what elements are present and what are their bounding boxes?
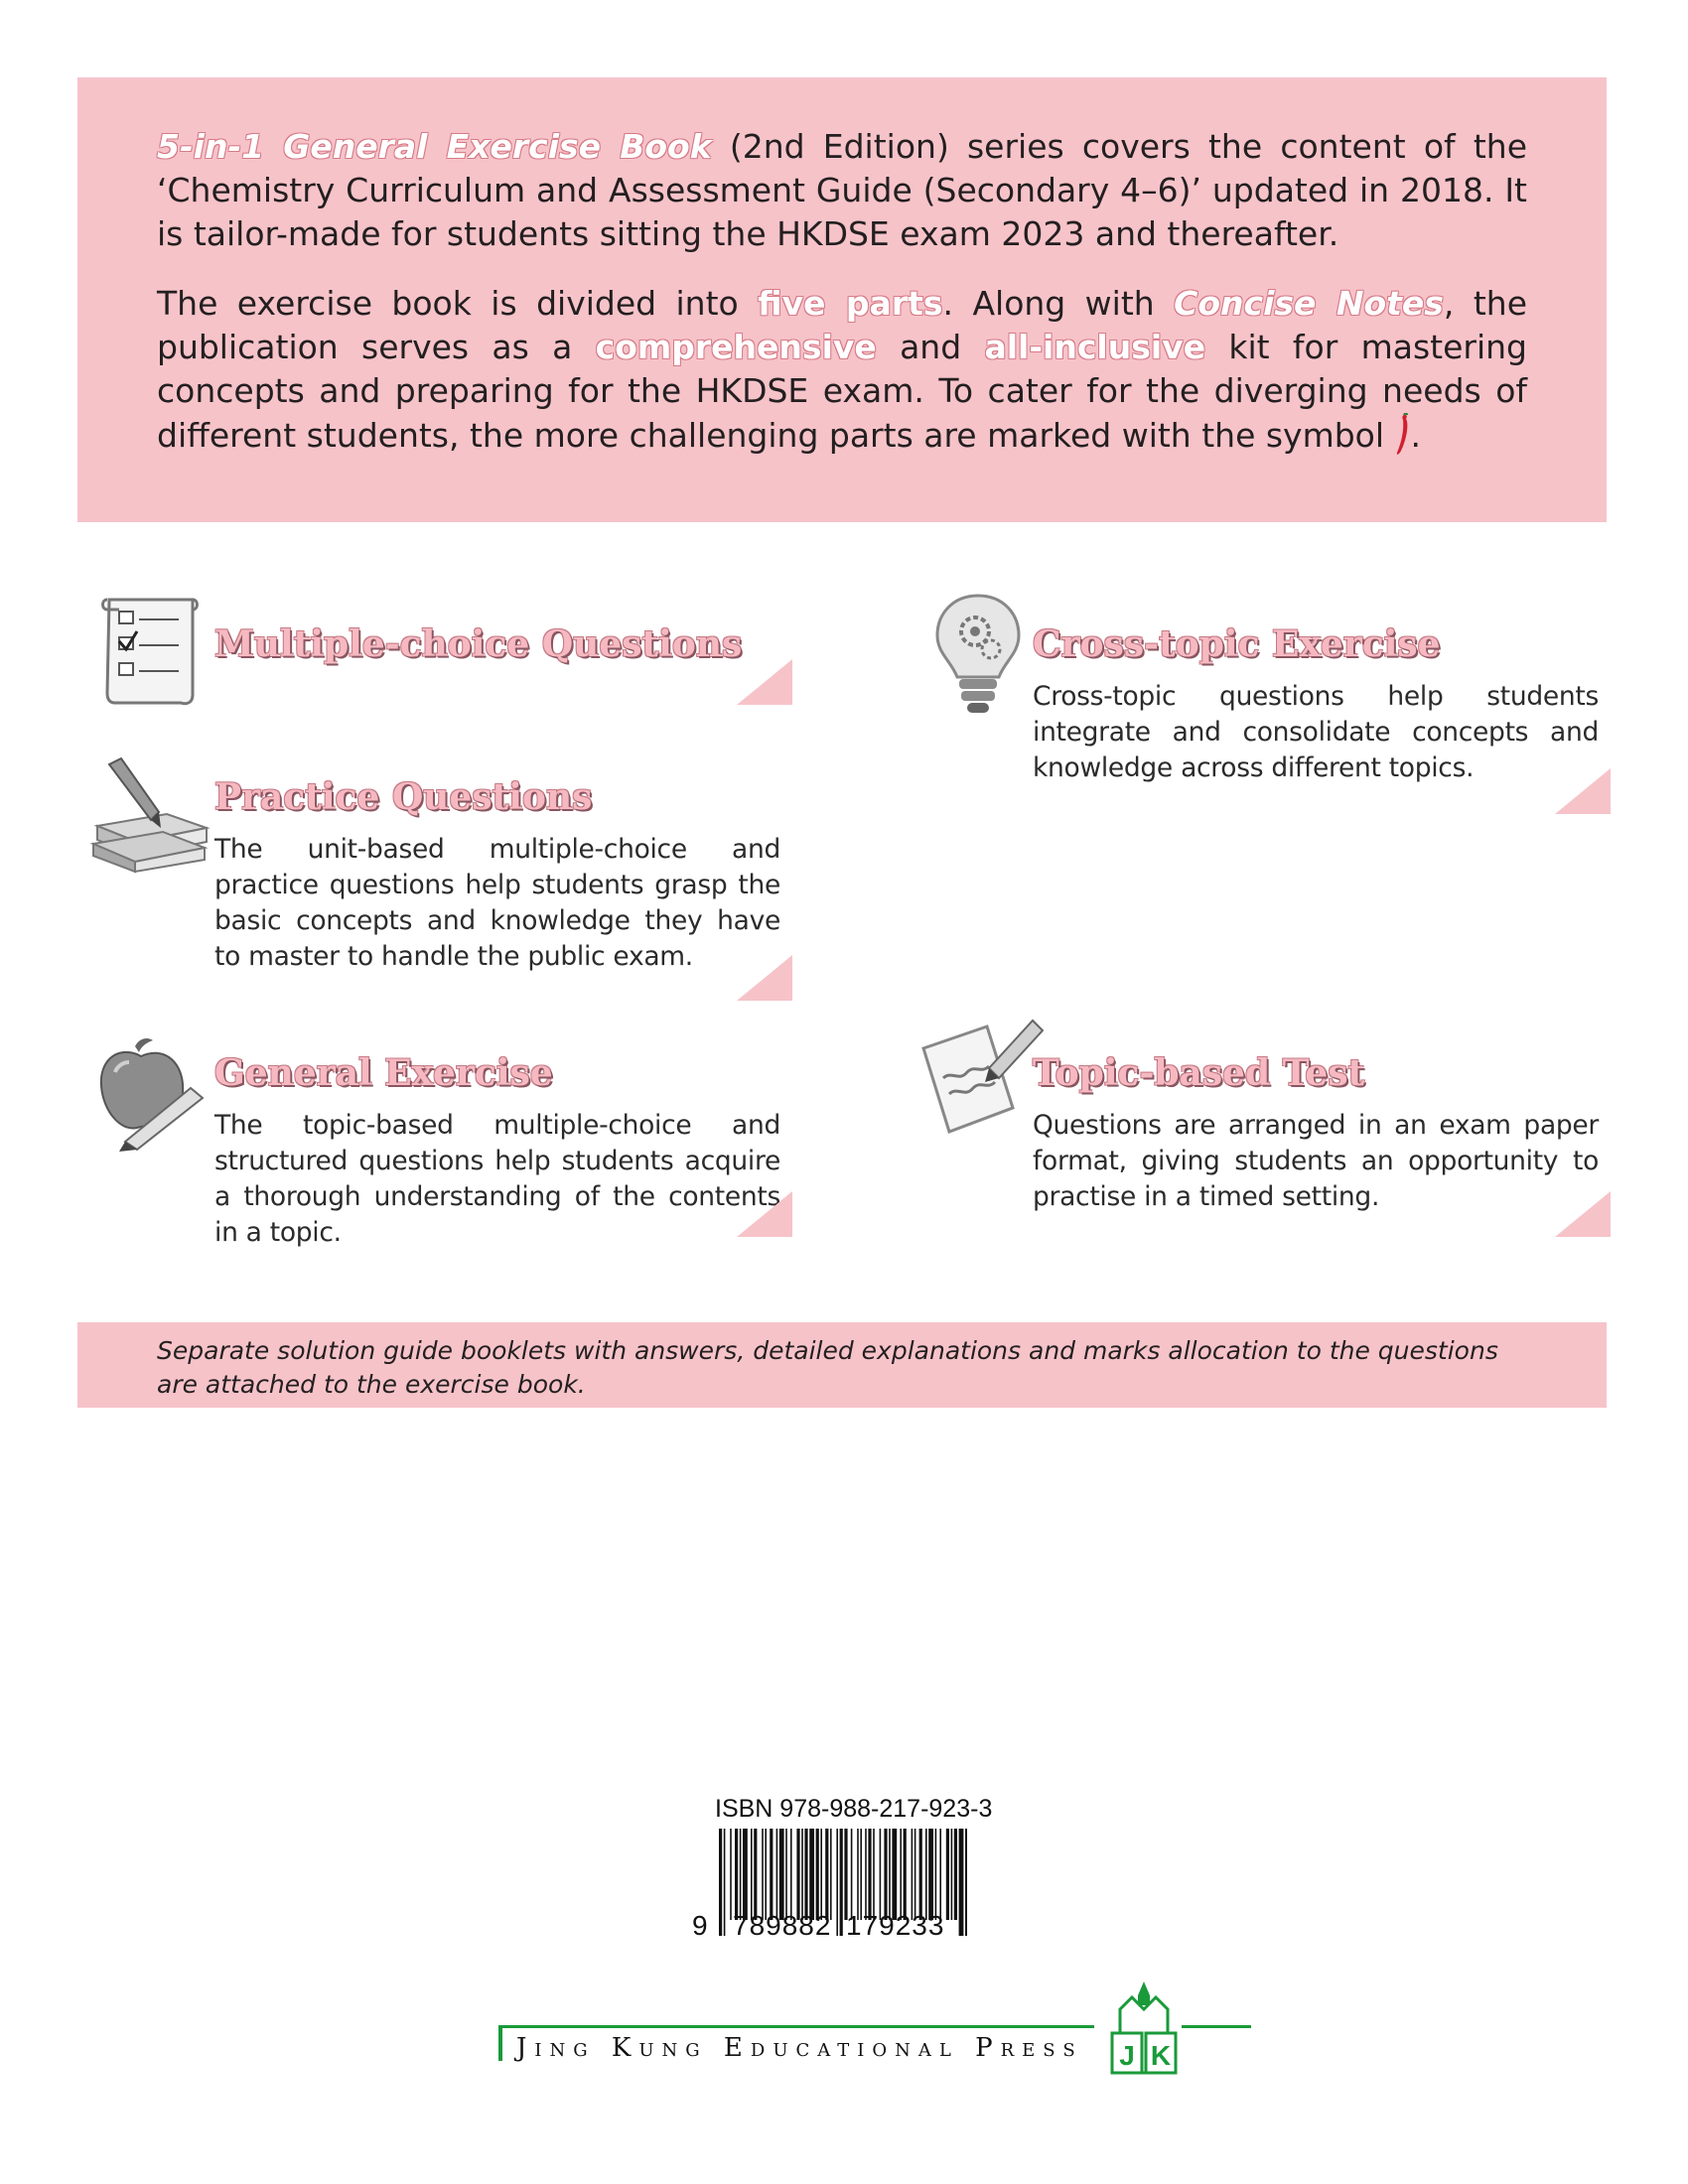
barcode-bar	[836, 1829, 838, 1936]
publisher-rule-right	[1182, 2025, 1251, 2028]
barcode-bar	[779, 1829, 784, 1920]
barcode-digits-left: 789882	[733, 1910, 832, 1941]
barcode-digits-right: 179233	[846, 1910, 945, 1941]
barcode-bar	[965, 1829, 967, 1936]
intro-p2-text-1: The exercise book is divided into	[157, 284, 759, 323]
barcode-bar	[868, 1829, 871, 1920]
feature-title: Topic-based Test	[1033, 1052, 1365, 1094]
barcode-bar	[754, 1829, 757, 1920]
barcode-bar	[946, 1829, 949, 1920]
highlight-concise-notes: Concise Notes	[1174, 284, 1444, 323]
corner-triangle	[737, 659, 792, 705]
corner-triangle	[737, 1191, 792, 1237]
intro-p2-text-5: kit for mastering concepts and preparing for the HKDSE exam. To cater for the diverging needs of different students, the more challenging parts are marked with the symbol	[157, 328, 1527, 455]
intro-p2-text-3: , the publication serves as a	[157, 284, 1527, 366]
feature-description: The topic-based multiple-choice and structured questions help students acquire a thorough understanding of the contents in a topic.	[214, 1110, 780, 1248]
feature-title: Practice Questions	[214, 776, 593, 818]
feature-cross-topic	[1033, 623, 1688, 812]
barcode-bar	[892, 1829, 897, 1920]
barcode-bar	[900, 1829, 902, 1920]
barcode-bar	[785, 1829, 787, 1920]
barcode-bar	[816, 1829, 819, 1920]
barcode-bar	[765, 1829, 767, 1920]
isbn-label: ISBN 978-988-217-923-3	[715, 1795, 993, 1823]
lightbulb-gears-icon	[933, 592, 1023, 721]
barcode-bar	[951, 1829, 953, 1920]
highlight-comprehensive: comprehensive	[595, 328, 877, 366]
highlight-five-parts: five parts	[758, 284, 943, 323]
barcode-bar	[935, 1829, 937, 1920]
feature-description: The unit-based multiple-choice and practice questions help students grasp the basic concepts and knowledge they have to master to handle the public exam.	[214, 834, 780, 972]
barcode-bar	[959, 1829, 964, 1936]
jk-logo	[1104, 1981, 1184, 2077]
barcode-bar	[770, 1829, 773, 1920]
barcode-bar	[889, 1829, 891, 1920]
series-name: 5-in-1 General Exercise Book	[157, 127, 712, 166]
paper-pencil-icon	[917, 1013, 1047, 1142]
intro-p1-text: (2nd Edition) series covers the content of the ‘Chemistry Curriculum and Assessment Guide (Secondary 4–6)’ updated in 2018. It is tailor-made for students sitting the HKDSE exam 2023 and thereafter.	[157, 127, 1527, 253]
barcode-bar	[719, 1829, 722, 1936]
corner-triangle	[1555, 1191, 1611, 1237]
barcode-bar	[801, 1829, 803, 1920]
barcode-bar	[730, 1829, 732, 1920]
feature-topic-based-test	[1033, 1052, 1688, 1241]
intro-p2-text-6: .	[1410, 416, 1422, 455]
barcode-bar	[796, 1829, 799, 1920]
publisher-bar	[498, 2025, 502, 2061]
feature-title: General Exercise	[214, 1052, 553, 1094]
barcode-bar	[844, 1829, 847, 1920]
barcode-bar	[865, 1829, 867, 1920]
barcode-bar	[919, 1829, 922, 1920]
barcode-bar	[825, 1829, 828, 1920]
barcode-bar	[840, 1829, 843, 1936]
feature-description: Questions are arranged in an exam paper format, giving students an opportunity to practise in a timed setting.	[1033, 1110, 1599, 1212]
intro-p2-text-2: . Along with	[942, 284, 1175, 323]
barcode-bar	[804, 1829, 807, 1920]
chili-icon	[1395, 413, 1411, 459]
feature-title: Cross-topic Exercise	[1033, 623, 1441, 665]
barcode-bar	[912, 1829, 914, 1920]
intro-paragraph-1	[157, 125, 1527, 256]
feature-description: Cross-topic questions help students integrate and consolidate concepts and knowledge across different topics.	[1033, 681, 1599, 783]
barcode-bar	[820, 1829, 822, 1920]
barcode-bar	[762, 1829, 764, 1920]
corner-triangle	[1555, 768, 1611, 814]
feature-general-exercise	[214, 1052, 929, 1248]
intro-paragraph-2	[157, 282, 1527, 459]
solution-note-band	[77, 1322, 1607, 1408]
barcode-bar	[735, 1829, 738, 1920]
barcode-digit-first: 9	[692, 1910, 709, 1941]
feature-practice-questions	[214, 776, 929, 995]
publisher-rule	[498, 2025, 1094, 2028]
barcode-bar	[880, 1829, 882, 1920]
barcode-bar	[884, 1829, 887, 1920]
barcode-bar	[928, 1829, 933, 1920]
barcode-bar	[925, 1829, 927, 1920]
barcode-bar	[857, 1829, 859, 1920]
barcode-bar	[939, 1829, 941, 1920]
barcode-bar	[914, 1829, 916, 1920]
highlight-all-inclusive: all-inclusive	[984, 328, 1206, 366]
barcode-bar	[724, 1829, 726, 1936]
barcode-bar	[954, 1829, 957, 1920]
solution-note: Separate solution guide booklets with answers, detailed explanations and marks allocation to the questions are attached to the exercise book.	[157, 1336, 1498, 1399]
feature-title: Multiple-choice Questions	[214, 623, 743, 665]
barcode-bar	[830, 1829, 832, 1920]
checklist-icon	[99, 592, 209, 709]
corner-triangle	[737, 955, 792, 1001]
barcode-bar	[790, 1829, 792, 1920]
books-pencil-icon	[87, 756, 216, 876]
barcode-bar	[743, 1829, 748, 1920]
barcode-bar	[851, 1829, 853, 1920]
publisher-name: Jing Kung Educational Press	[516, 2033, 1083, 2063]
barcode-bar	[873, 1829, 875, 1920]
barcode-bar	[776, 1829, 778, 1920]
feature-multiple-choice	[214, 623, 929, 703]
apple-pencil-icon	[95, 1032, 214, 1152]
barcode-bar	[904, 1829, 907, 1920]
barcode-bar	[751, 1829, 753, 1920]
logo-letter-j: J	[1119, 2040, 1135, 2071]
intro-band	[77, 77, 1607, 522]
barcode-bar	[860, 1829, 862, 1920]
intro-p2-text-4: and	[876, 328, 985, 366]
logo-letter-k: K	[1150, 2040, 1172, 2071]
barcode-bar	[809, 1829, 814, 1920]
barcode-bar	[740, 1829, 742, 1920]
